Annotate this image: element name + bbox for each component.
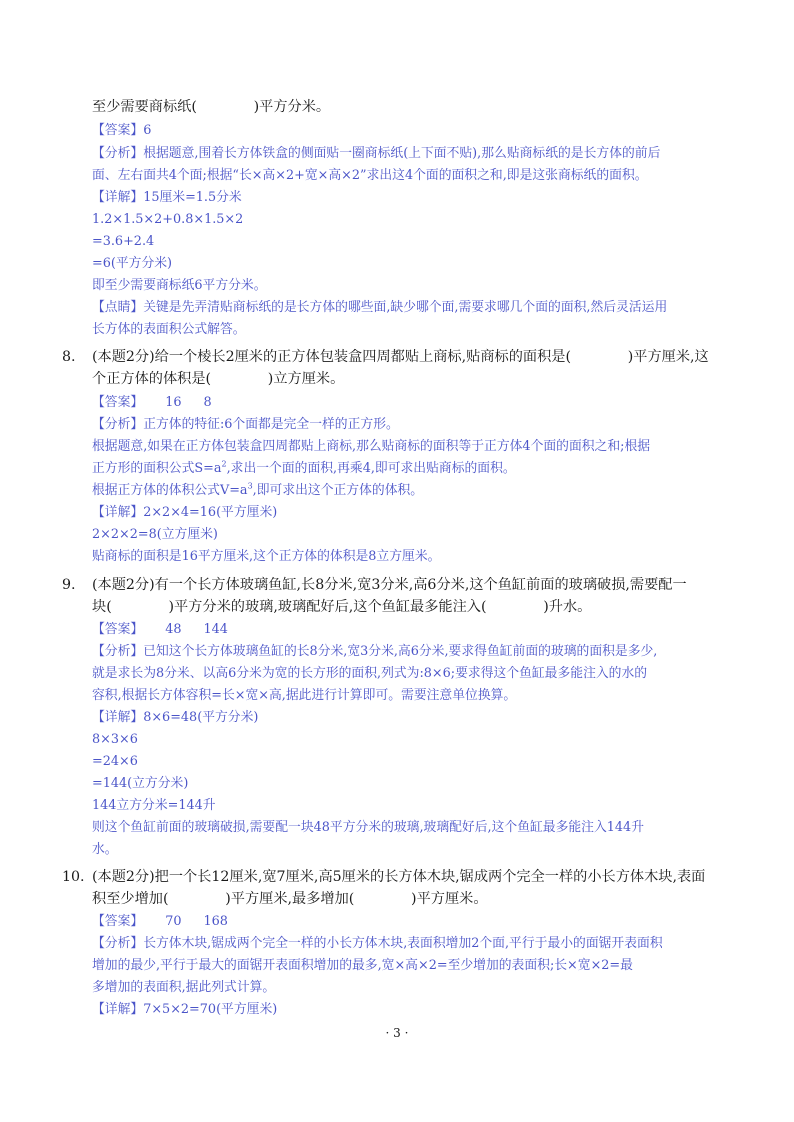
q7-analysis-line-2: 面、左右面共4个面;根据“长×高×2+宽×高×2”求出这4个面的面积之和,即是这张商标纸的面积。 xyxy=(92,168,648,183)
answer-tag: 【答案】 xyxy=(92,395,144,410)
q9-detail-line-2: 8×3×6 xyxy=(92,732,138,747)
page-number: · 3 · xyxy=(385,1026,409,1040)
q8-detail-line-2: 2×2×2=8(立方厘米) xyxy=(92,527,218,542)
q8-detail-line-3: 贴商标的面积是16平方厘米,这个正方体的体积是8立方厘米。 xyxy=(92,549,441,564)
answer-value-2: 8 xyxy=(203,395,212,410)
q9-answer xyxy=(92,619,228,641)
q10-question-line-1: (本题2分)把一个长12厘米,宽7厘米,高5厘米的长方体木块,锯成两个完全一样的小长方体木块,表面 xyxy=(92,869,706,885)
q9-question-line-2: 块( )平方分米的玻璃,玻璃配好后,这个鱼缸最多能注入( )升水。 xyxy=(92,599,592,615)
q7-tip-line-1: 【点睛】关键是先弄清贴商标纸的是长方体的哪些面,缺少哪个面,需要求哪几个面的面积,然后灵活运用 xyxy=(92,300,668,315)
answer-value-1: 70 xyxy=(165,914,182,929)
q7-detail-line-3: =3.6+2.4 xyxy=(92,234,155,249)
q8-number: 8. xyxy=(62,349,76,365)
q10-detail-line-1: 【详解】7×5×2=70(平方厘米) xyxy=(92,1002,278,1017)
q7-answer xyxy=(92,120,151,142)
superscript-3: 3 xyxy=(247,481,253,491)
answer-value-1: 16 xyxy=(165,395,182,410)
q9-question-line-1: (本题2分)有一个长方体玻璃鱼缸,长8分米,宽3分米,高6分米,这个鱼缸前面的玻璃破损,需要配一 xyxy=(92,577,687,593)
q8-analysis-line-4: 根据正方体的体积公式$V=a^3$,即可求出这个正方体的体积。 xyxy=(92,481,424,498)
q9-detail-line-1: 【详解】8×6=48(平方分米) xyxy=(92,710,259,725)
q10-number: 10. xyxy=(62,869,85,885)
q9-detail-line-6: 则这个鱼缸前面的玻璃破损,需要配一块48平方分米的玻璃,玻璃配好后,这个鱼缸最多能注入144升 xyxy=(92,820,644,835)
q7-detail-line-1: 【详解】15厘米=1.5分米 xyxy=(92,190,242,205)
q10-analysis-line-2: 增加的最少,平行于最大的面锯开表面积增加的最多,宽×高×2=至少增加的表面积;长×宽×2=最 xyxy=(92,958,633,973)
q8-analysis-line-1: 【分析】正方体的特征:6个面都是完全一样的正方形。 xyxy=(92,417,399,432)
q9-detail-line-3: =24×6 xyxy=(92,754,138,769)
q10-question-line-2: 积至少增加( )平方厘米,最多增加( )平方厘米。 xyxy=(92,891,488,907)
q8-analysis-line-3: 正方形的面积公式$S=a^2$,求出一个面的面积,再乘4,即可求出贴商标的面积。 xyxy=(92,459,516,476)
q8-question-line-2: 个正方体的体积是( )立方厘米。 xyxy=(92,371,345,387)
q7-detail-line-5: 即至少需要商标纸6平方分米。 xyxy=(92,278,267,293)
superscript-2: 2 xyxy=(221,459,227,469)
q10-answer xyxy=(92,911,228,933)
q7-question-continuation: 至少需要商标纸( )平方分米。 xyxy=(92,99,331,115)
q8-detail-line-1: 【详解】2×2×4=16(平方厘米) xyxy=(92,505,278,520)
q10-analysis-line-1: 【分析】长方体木块,锯成两个完全一样的小长方体木块,表面积增加2个面,平行于最小的面锯开表面积 xyxy=(92,936,663,951)
q9-analysis-line-2: 就是求长为8分米、以高6分米为宽的长方形的面积,列式为:8×6;要求得这个鱼缸最多能注入的水的 xyxy=(92,666,648,681)
answer-value-2: 168 xyxy=(203,914,228,929)
answer-value: 6 xyxy=(143,123,152,138)
answer-value-2: 144 xyxy=(203,622,228,637)
answer-tag: 【答案】 xyxy=(92,622,144,637)
q9-number: 9. xyxy=(62,577,76,593)
q7-analysis-line-1: 【分析】根据题意,围着长方体铁盒的侧面贴一圈商标纸(上下面不贴),那么贴商标纸的是长方体的前后 xyxy=(92,146,661,161)
q9-detail-line-5: 144立方分米=144升 xyxy=(92,798,216,813)
q8-answer xyxy=(92,392,212,414)
q8-question-line-1: (本题2分)给一个棱长2厘米的正方体包装盒四周都贴上商标,贴商标的面积是( )平方厘米,这 xyxy=(92,349,709,365)
q7-detail-line-2: 1.2×1.5×2+0.8×1.5×2 xyxy=(92,212,244,227)
q9-analysis-line-3: 容积,根据长方体容积=长×宽×高,据此进行计算即可。需要注意单位换算。 xyxy=(92,688,517,703)
q7-tip-line-2: 长方体的表面积公式解答。 xyxy=(92,322,246,337)
q9-analysis-line-1: 【分析】已知这个长方体玻璃鱼缸的长8分米,宽3分米,高6分米,要求得鱼缸前面的玻璃的面积是多少, xyxy=(92,644,658,659)
q8-analysis-line-2: 根据题意,如果在正方体包装盒四周都贴上商标,那么贴商标的面积等于正方体4个面的面积之和;根据 xyxy=(92,439,651,454)
q9-detail-line-4: =144(立方分米) xyxy=(92,776,189,791)
answer-tag: 【答案】 xyxy=(92,914,144,929)
q10-analysis-line-3: 多增加的表面积,据此列式计算。 xyxy=(92,980,276,995)
q7-detail-line-4: =6(平方分米) xyxy=(92,256,173,271)
answer-tag: 【答案】 xyxy=(92,123,144,138)
q9-detail-line-7: 水。 xyxy=(92,842,118,857)
answer-value-1: 48 xyxy=(165,622,182,637)
